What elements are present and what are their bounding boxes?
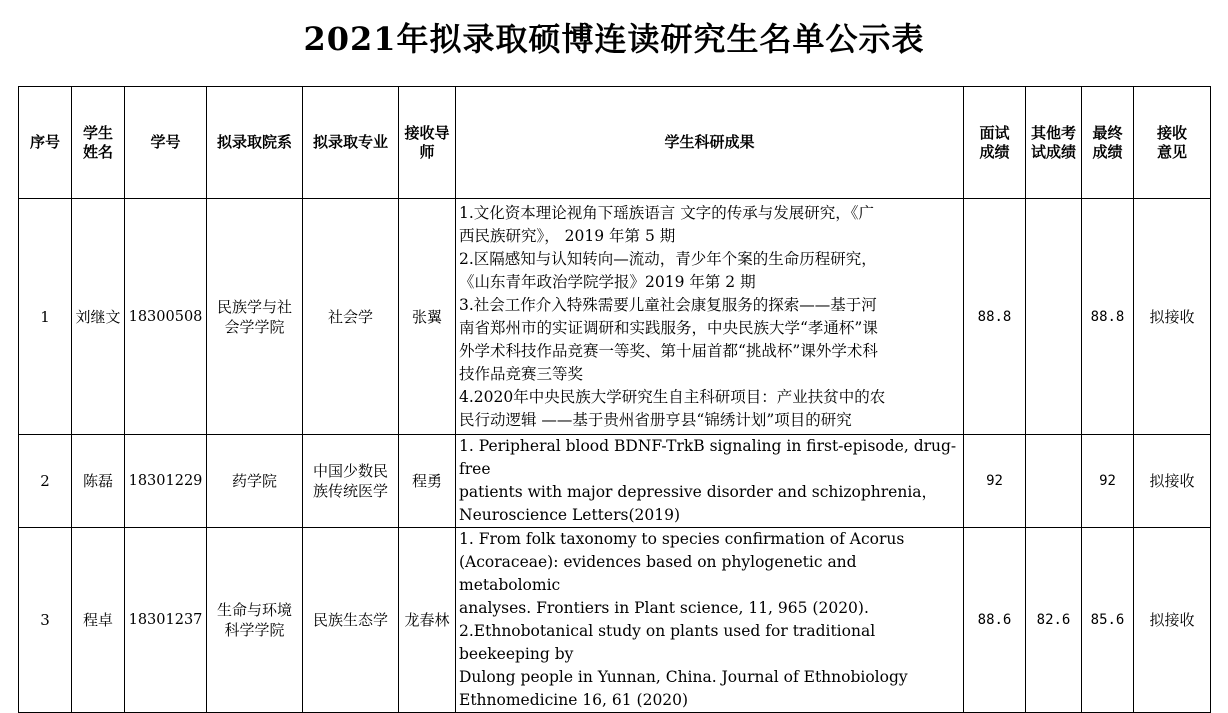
cell-major: 社会学 — [303, 199, 399, 435]
cell-name: 程卓 — [72, 528, 125, 713]
cell-opinion: 拟接收 — [1134, 528, 1211, 713]
cell-other-score — [1026, 435, 1082, 528]
cell-interview: 88.8 — [964, 199, 1026, 435]
cell-research: 1. From folk taxonomy to species confirmation of Acorus (Acoraceae): evidences based on phylogenetic and metabolomic analyses. Frontiers in Plant science, 11, 965 (2020). 2.Ethnobotanical study on plants used for traditional beekeeping by Dulong people in Yunnan, China. Journal of Ethnobiology Ethnomedicine 16, 61 (2020) — [456, 528, 964, 713]
cell-final: 88.8 — [1082, 199, 1134, 435]
cell-opinion: 拟接收 — [1134, 435, 1211, 528]
cell-other-score — [1026, 199, 1082, 435]
cell-name: 刘继文 — [72, 199, 125, 435]
header-advisor: 接收导 师 — [399, 87, 456, 199]
cell-opinion: 拟接收 — [1134, 199, 1211, 435]
header-student-id: 学号 — [125, 87, 207, 199]
header-other-score: 其他考 试成绩 — [1026, 87, 1082, 199]
cell-dept: 药学院 — [207, 435, 303, 528]
header-opinion: 接收 意见 — [1134, 87, 1211, 199]
cell-name: 陈磊 — [72, 435, 125, 528]
table-row — [19, 199, 1211, 435]
page-title: 2021年拟录取硕博连读研究生名单公示表 — [303, 20, 925, 58]
header-final: 最终 成绩 — [1082, 87, 1134, 199]
cell-student-id: 18300508 — [125, 199, 207, 435]
cell-dept: 生命与环境 科学学院 — [207, 528, 303, 713]
cell-final: 92 — [1082, 435, 1134, 528]
cell-seq: 1 — [19, 199, 72, 435]
cell-seq: 3 — [19, 528, 72, 713]
header-seq: 序号 — [19, 87, 72, 199]
cell-student-id: 18301229 — [125, 435, 207, 528]
admission-table — [18, 86, 1211, 713]
cell-advisor: 龙春林 — [399, 528, 456, 713]
header-research: 学生科研成果 — [456, 87, 964, 199]
cell-final: 85.6 — [1082, 528, 1134, 713]
cell-major: 中国少数民 族传统医学 — [303, 435, 399, 528]
cell-advisor: 程勇 — [399, 435, 456, 528]
cell-interview: 92 — [964, 435, 1026, 528]
table-row — [19, 435, 1211, 528]
header-major: 拟录取专业 — [303, 87, 399, 199]
cell-major: 民族生态学 — [303, 528, 399, 713]
table-row — [19, 528, 1211, 713]
cell-student-id: 18301237 — [125, 528, 207, 713]
cell-interview: 88.6 — [964, 528, 1026, 713]
header-dept: 拟录取院系 — [207, 87, 303, 199]
header-name: 学生 姓名 — [72, 87, 125, 199]
cell-other-score: 82.6 — [1026, 528, 1082, 713]
cell-dept: 民族学与社 会学学院 — [207, 199, 303, 435]
header-row — [19, 87, 1211, 199]
cell-research: 1. Peripheral blood BDNF-TrkB signaling in first-episode, drug-free patients with major depressive disorder and schizophrenia， Neuroscience Letters(2019) — [456, 435, 964, 528]
cell-advisor: 张翼 — [399, 199, 456, 435]
header-interview: 面试 成绩 — [964, 87, 1026, 199]
cell-seq: 2 — [19, 435, 72, 528]
cell-research: 1.文化资本理论视角下瑶族语言 文字的传承与发展研究，《广 西民族研究》， 2019 年第 5 期 2.区隔感知与认知转向—流动，青少年个案的生命历程研究， 《山东青年政治学院学报》2019 年第 2 期 3.社会工作介入特殊需要儿童社会康复服务的探索——基于河 南省郑州市的实证调研和实践服务，中央民族大学“孝通杯”课 外学术科技作品竞赛一等奖、第十届首都“挑战杯”课外学术科 技作品竞赛三等奖 4.2020年中央民族大学研究生自主科研项目：产业扶贫中的农 民行动逻辑 ——基于贵州省册亨县“锦绣计划”项目的研究 — [456, 199, 964, 435]
